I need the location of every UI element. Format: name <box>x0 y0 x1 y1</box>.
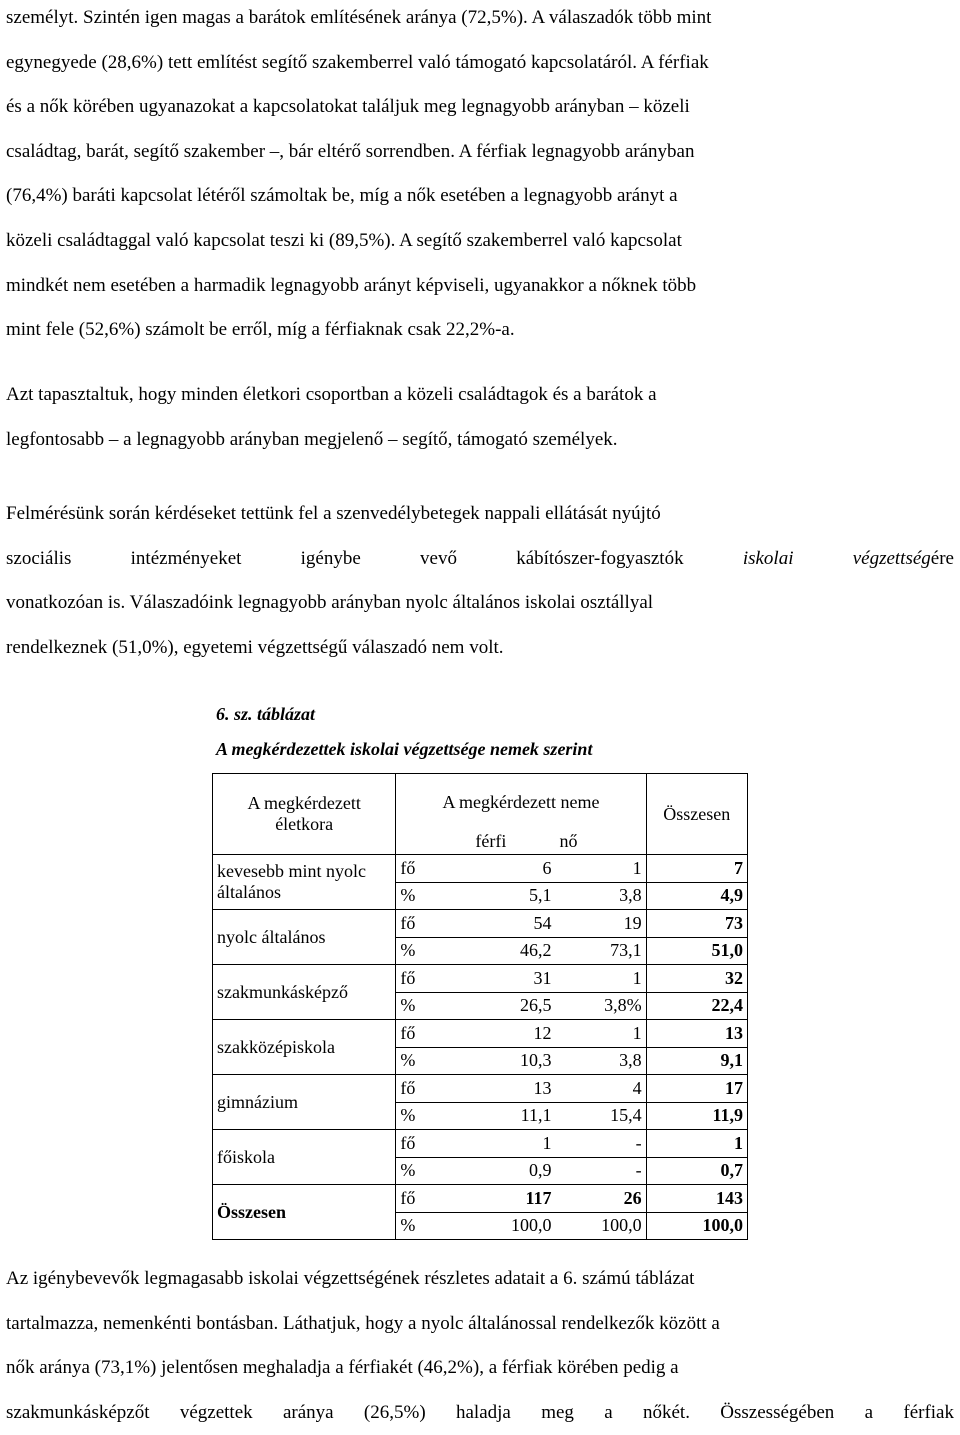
female-cell: 1 <box>555 965 646 993</box>
text-line: szakmunkásképzőt végzettek aránya (26,5%) haladja meg a nőkét. Összességében a férfiak <box>6 1401 954 1423</box>
table-row <box>213 855 748 883</box>
header-male: férfi <box>471 828 555 855</box>
unit-cell: fő <box>396 1020 472 1048</box>
text-line: Azt tapasztaltuk, hogy minden életkori csoportban a közeli családtagok és a barátok a <box>6 384 657 405</box>
male-cell: 13 <box>471 1075 555 1103</box>
text-line: vonatkozóan is. Válaszadóink legnagyobb arányban nyolc általános iskolai osztállyal <box>6 592 654 614</box>
total-cell: 13 <box>646 1020 747 1048</box>
table-row <box>213 1075 748 1103</box>
row-label: nyolc általános <box>213 910 396 965</box>
text-line: egynegyede (28,6%) tett említést segítő szakemberrel való támogató kapcsolatáról. A férfiak <box>6 51 709 73</box>
total-cell: 9,1 <box>646 1047 747 1075</box>
total-cell: 73 <box>646 910 747 938</box>
text-segment: ére <box>930 547 954 569</box>
unit-cell: fő <box>396 965 472 993</box>
text-line: és a nők körében ugyanazokat a kapcsolatokat találjuk meg legnagyobb arányban – közeli <box>6 96 690 118</box>
female-cell: 100,0 <box>555 1212 646 1240</box>
male-cell: 54 <box>471 910 555 938</box>
row-label: kevesebb mint nyolc általános <box>213 855 396 910</box>
unit-cell: fő <box>396 1130 472 1158</box>
text-line: Felmérésünk során kérdéseket tettünk fel a szenvedélybetegek nappali ellátását nyújtó <box>6 503 661 524</box>
table-row <box>213 1185 748 1213</box>
paragraph-4 <box>6 1257 954 1435</box>
total-cell: 7 <box>646 855 747 883</box>
female-cell: - <box>555 1130 646 1158</box>
total-cell: 100,0 <box>646 1212 747 1240</box>
male-cell: 1 <box>471 1130 555 1158</box>
emphasis-text: iskolai végzettség <box>742 547 931 569</box>
text-line: családtag, barát, segítő szakember –, bár eltérő sorrendben. A férfiak legnagyobb arányban <box>6 140 695 162</box>
male-cell: 5,1 <box>471 882 555 910</box>
text-line: rendelkeznek (51,0%), egyetemi végzettségű válaszadó nem volt. <box>6 636 504 658</box>
male-cell: 10,3 <box>471 1047 555 1075</box>
text-line: nők aránya (73,1%) jelentősen meghaladja a férfiakét (46,2%), a férfiak körében pedig a <box>6 1357 679 1379</box>
text-line: mindkét nem esetében a harmadik legnagyobb arányt képviseli, ugyanakkor a nőknek több <box>6 274 697 296</box>
row-label: szakközépiskola <box>213 1020 396 1075</box>
unit-cell: % <box>396 992 472 1020</box>
male-cell: 0,9 <box>471 1157 555 1185</box>
text-line: tartalmazza, nemenkénti bontásban. Láthatjuk, hogy a nyolc általánossal rendelkezők között a <box>6 1312 720 1334</box>
text-segment: szociális intézményeket igénybe vevő kábítószer-fogyasztók <box>6 547 743 569</box>
total-cell: 17 <box>646 1075 747 1103</box>
row-label: főiskola <box>213 1130 396 1185</box>
female-cell: 26 <box>555 1185 646 1213</box>
header-sex: A megkérdezett neme <box>396 774 646 829</box>
total-cell: 32 <box>646 965 747 993</box>
female-cell: 1 <box>555 1020 646 1048</box>
female-cell: 15,4 <box>555 1102 646 1130</box>
education-table <box>212 773 748 1240</box>
male-cell: 26,5 <box>471 992 555 1020</box>
text-line: (76,4%) baráti kapcsolat létéről számoltak be, míg a nők esetében a legnagyobb arányt a <box>6 185 678 207</box>
male-cell: 117 <box>471 1185 555 1213</box>
unit-cell: % <box>396 1102 472 1130</box>
unit-cell: % <box>396 882 472 910</box>
female-cell: 4 <box>555 1075 646 1103</box>
total-cell: 0,7 <box>646 1157 747 1185</box>
text-line: közeli családtaggal való kapcsolat teszi ki (89,5%). A segítő szakemberrel való kapcsolat <box>6 229 682 251</box>
total-cell: 1 <box>646 1130 747 1158</box>
row-label: gimnázium <box>213 1075 396 1130</box>
unit-cell: fő <box>396 910 472 938</box>
table-body <box>213 855 748 1240</box>
total-cell: 4,9 <box>646 882 747 910</box>
female-cell: 3,8 <box>555 882 646 910</box>
row-label: szakmunkásképző <box>213 965 396 1020</box>
text-line: személyt. Szintén igen magas a barátok említésének aránya (72,5%). A válaszadók több mint <box>6 7 712 28</box>
total-cell: 22,4 <box>646 992 747 1020</box>
unit-cell: fő <box>396 1075 472 1103</box>
paragraph-2 <box>6 373 954 462</box>
unit-cell: fő <box>396 1185 472 1213</box>
paragraph-3 <box>6 492 954 670</box>
text-line: mint fele (52,6%) számolt be erről, míg a férfiaknak csak 22,2%-a. <box>6 319 515 341</box>
header-female: nő <box>555 828 646 855</box>
male-cell: 11,1 <box>471 1102 555 1130</box>
female-cell: 73,1 <box>555 937 646 965</box>
header-age: A megkérdezett életkora <box>213 774 396 855</box>
male-cell: 100,0 <box>471 1212 555 1240</box>
unit-cell: % <box>396 1212 472 1240</box>
table-row <box>213 1130 748 1158</box>
text-line: Az igénybevevők legmagasabb iskolai végzettségének részletes adatait a 6. számú táblázat <box>6 1268 695 1289</box>
table-row <box>213 965 748 993</box>
male-cell: 31 <box>471 965 555 993</box>
female-cell: 19 <box>555 910 646 938</box>
male-cell: 46,2 <box>471 937 555 965</box>
total-cell: 11,9 <box>646 1102 747 1130</box>
unit-cell: fő <box>396 855 472 883</box>
male-cell: 12 <box>471 1020 555 1048</box>
unit-cell: % <box>396 1157 472 1185</box>
total-cell: 51,0 <box>646 937 747 965</box>
text-line: legfontosabb – a legnagyobb arányban megjelenő – segítő, támogató személyek. <box>6 428 618 450</box>
unit-cell: % <box>396 937 472 965</box>
header-total: Összesen <box>646 774 747 855</box>
female-cell: - <box>555 1157 646 1185</box>
male-cell: 6 <box>471 855 555 883</box>
table-title: A megkérdezettek iskolai végzettsége nemek szerint <box>216 739 593 759</box>
row-label: Összesen <box>213 1185 396 1240</box>
female-cell: 1 <box>555 855 646 883</box>
table-row <box>213 1020 748 1048</box>
text-line-with-emphasis <box>6 537 954 582</box>
table-number: 6. sz. táblázat <box>216 704 316 724</box>
female-cell: 3,8 <box>555 1047 646 1075</box>
paragraph-1 <box>6 0 954 353</box>
female-cell: 3,8% <box>555 992 646 1020</box>
table-row <box>213 910 748 938</box>
unit-cell: % <box>396 1047 472 1075</box>
total-cell: 143 <box>646 1185 747 1213</box>
